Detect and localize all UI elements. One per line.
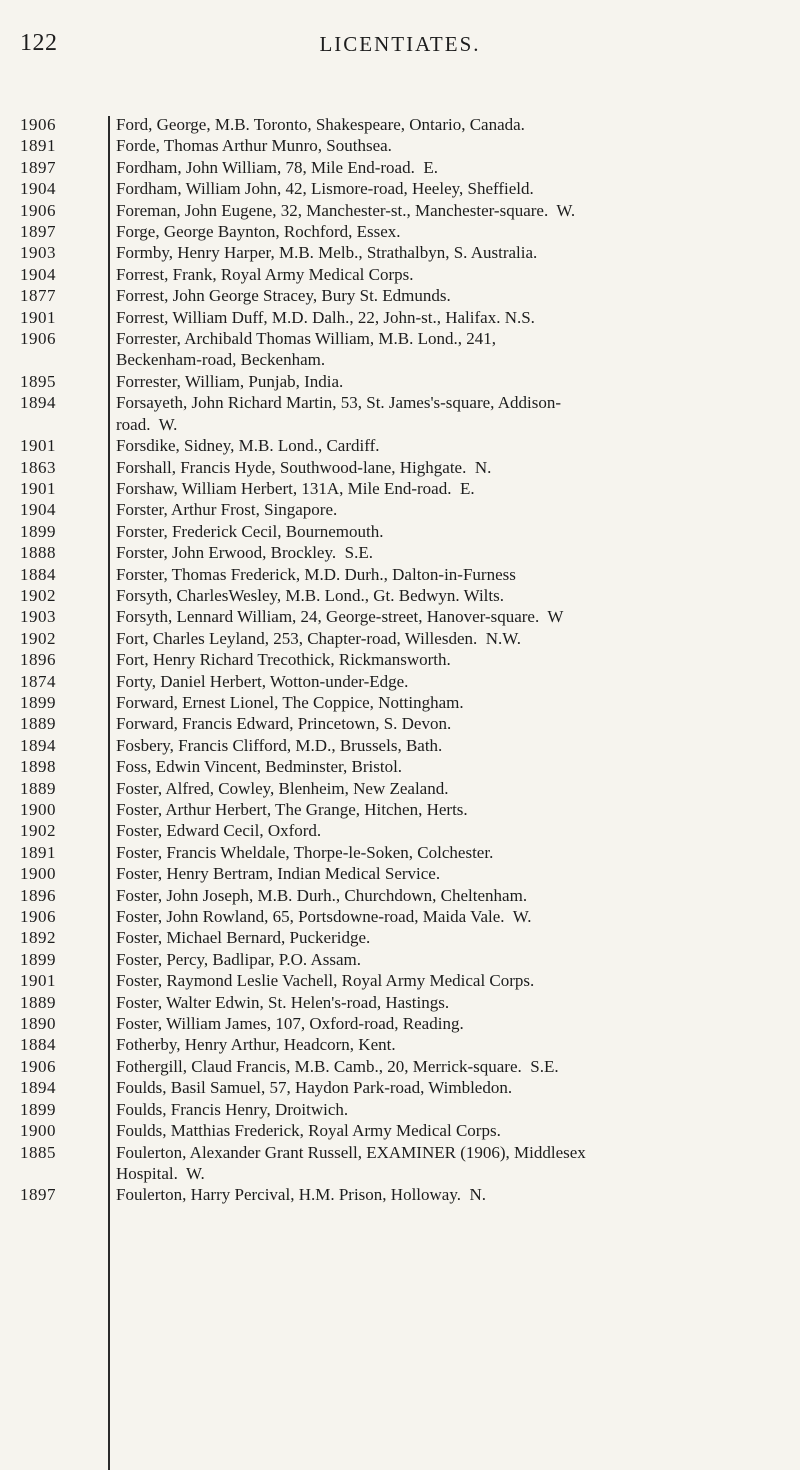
list-item	[0, 135, 800, 156]
entry-year: 1897	[20, 157, 56, 177]
entry-year: 1885	[20, 1142, 56, 1162]
list-item	[0, 885, 800, 906]
entry-text: Forster, Frederick Cecil, Bournemouth.	[116, 521, 384, 541]
entry-text: Foss, Edwin Vincent, Bedminster, Bristol.	[116, 757, 403, 777]
list-item	[0, 713, 800, 734]
list-item	[0, 564, 800, 585]
entry-year: 1894	[20, 1078, 56, 1098]
entry-text: Foster, Francis Wheldale, Thorpe-le-Soken, Colchester.	[116, 842, 494, 862]
entry-text: Foulds, Matthias Frederick, Royal Army Medical Corps.	[116, 1121, 501, 1141]
entry-text: Foster, John Rowland, 65, Portsdowne-road, Maida Vale. W.	[116, 907, 532, 927]
entry-text: Foster, Percy, Badlipar, P.O. Assam.	[116, 949, 361, 969]
list-item	[0, 307, 800, 328]
list-item	[0, 949, 800, 970]
entry-text: Foster, Arthur Herbert, The Grange, Hitchen, Herts.	[116, 800, 468, 819]
entry-year: 1901	[20, 307, 56, 327]
entry-text: Formby, Henry Harper, M.B. Melb., Strathalbyn, S. Australia.	[116, 243, 538, 263]
entry-text: Forsdike, Sidney, M.B. Lond., Cardiff.	[116, 436, 380, 456]
entry-text: Forshaw, William Herbert, 131A, Mile End-road. E.	[116, 478, 475, 498]
list-item	[0, 906, 800, 927]
entry-year: 1899	[20, 692, 56, 712]
list-item	[0, 392, 800, 435]
entry-year: 1874	[20, 671, 56, 691]
entry-year: 1891	[20, 842, 56, 862]
list-item	[0, 1099, 800, 1120]
entry-year: 1889	[20, 714, 56, 734]
list-item	[0, 157, 800, 178]
entry-year: 1896	[20, 650, 56, 670]
entry-text: Forrest, Frank, Royal Army Medical Corps.	[116, 264, 414, 284]
page-header	[0, 30, 800, 64]
entry-year: 1894	[20, 393, 56, 413]
entry-text: Fort, Charles Leyland, 253, Chapter-road, Willesden. N.W.	[116, 628, 522, 648]
list-item	[0, 435, 800, 456]
list-item	[0, 457, 800, 478]
entry-text: Forster, John Erwood, Brockley. S.E.	[116, 543, 373, 563]
entry-text: Fordham, William John, 42, Lismore-road, Heeley, Sheffield.	[116, 179, 534, 199]
entry-text: Foster, Henry Bertram, Indian Medical Service.	[116, 864, 441, 884]
entry-year: 1901	[20, 971, 56, 991]
entry-year: 1902	[20, 585, 56, 605]
list-item	[0, 478, 800, 499]
entry-text: Foster, John Joseph, M.B. Durh., Churchdown, Cheltenham.	[116, 885, 528, 905]
entry-year: 1906	[20, 200, 56, 220]
entry-text: Forster, Arthur Frost, Singapore.	[116, 500, 338, 520]
entry-text: Forsyth, Lennard William, 24, George-street, Hanover-square. W	[116, 607, 564, 627]
entry-text: Forrester, Archibald Thomas William, M.B. Lond., 241, Beckenham-road, Beckenham.	[116, 329, 496, 370]
entry-year: 1902	[20, 628, 56, 648]
list-item	[0, 1056, 800, 1077]
entry-year: 1899	[20, 521, 56, 541]
entry-year: 1904	[20, 264, 56, 284]
entry-year: 1906	[20, 1056, 56, 1076]
entry-text: Foster, Raymond Leslie Vachell, Royal Army Medical Corps.	[116, 971, 535, 991]
entry-text: Foster, William James, 107, Oxford-road, Reading.	[116, 1014, 464, 1034]
list-item	[0, 1120, 800, 1141]
entry-year: 1900	[20, 800, 56, 819]
list-item	[0, 1142, 800, 1185]
list-item	[0, 820, 800, 841]
list-item	[0, 371, 800, 392]
list-item	[0, 328, 800, 371]
entry-year: 1890	[20, 1014, 56, 1034]
entry-text: Foulds, Basil Samuel, 57, Haydon Park-road, Wimbledon.	[116, 1078, 513, 1098]
entry-text: Fort, Henry Richard Trecothick, Rickmansworth.	[116, 650, 451, 670]
list-item	[0, 1034, 800, 1055]
entry-year: 1877	[20, 286, 56, 306]
list-item	[0, 585, 800, 606]
entry-text: Foster, Michael Bernard, Puckeridge.	[116, 928, 371, 948]
entry-text: Forty, Daniel Herbert, Wotton-under-Edge.	[116, 671, 409, 691]
entry-year: 1899	[20, 1099, 56, 1119]
entry-text: Foulerton, Harry Percival, H.M. Prison, Holloway. N.	[116, 1185, 487, 1205]
list-item	[0, 178, 800, 199]
entry-year: 1906	[20, 329, 56, 349]
entry-year: 1904	[20, 179, 56, 199]
entry-year: 1897	[20, 1185, 56, 1205]
entry-year: 1889	[20, 778, 56, 798]
entry-year: 1884	[20, 564, 56, 584]
page-number: 122	[20, 30, 58, 56]
entry-text: Foulds, Francis Henry, Droitwich.	[116, 1099, 349, 1119]
entry-year: 1895	[20, 371, 56, 391]
list-item	[0, 778, 800, 799]
entry-year: 1863	[20, 457, 56, 477]
list-item	[0, 992, 800, 1013]
entry-text: Forrest, William Duff, M.D. Dalh., 22, John-st., Halifax. N.S.	[116, 307, 535, 327]
entry-text: Fothergill, Claud Francis, M.B. Camb., 20, Merrick-square. S.E.	[116, 1056, 559, 1076]
entry-year: 1889	[20, 992, 56, 1012]
entry-year: 1891	[20, 136, 56, 156]
entry-year: 1899	[20, 949, 56, 969]
entry-year: 1901	[20, 436, 56, 456]
entry-text: Forward, Francis Edward, Princetown, S. Devon.	[116, 714, 452, 734]
entry-text: Forsyth, CharlesWesley, M.B. Lond., Gt. Bedwyn. Wilts.	[116, 585, 504, 605]
entry-text: Forward, Ernest Lionel, The Coppice, Nottingham.	[116, 692, 464, 712]
entry-year: 1904	[20, 500, 56, 520]
running-head: LICENTIATES.	[319, 32, 481, 56]
list-item	[0, 521, 800, 542]
list-item	[0, 970, 800, 991]
entry-text: Foreman, John Eugene, 32, Manchester-st., Manchester-square. W.	[116, 200, 576, 220]
entry-year: 1906	[20, 115, 56, 134]
entry-year: 1894	[20, 735, 56, 755]
entry-text: Fosbery, Francis Clifford, M.D., Brussels, Bath.	[116, 735, 443, 755]
list-item	[0, 242, 800, 263]
list-item	[0, 628, 800, 649]
entry-text: Forshall, Francis Hyde, Southwood-lane, Highgate. N.	[116, 457, 492, 477]
list-item	[0, 735, 800, 756]
entry-year: 1901	[20, 478, 56, 498]
entry-year: 1892	[20, 928, 56, 948]
entry-text: Fotherby, Henry Arthur, Headcorn, Kent.	[116, 1035, 396, 1055]
entry-year: 1896	[20, 885, 56, 905]
entry-text: Forrester, William, Punjab, India.	[116, 371, 344, 391]
entry-text: Ford, George, M.B. Toronto, Shakespeare, Ontario, Canada.	[116, 115, 525, 134]
entry-text: Forsayeth, John Richard Martin, 53, St. James's-square, Addison- road. W.	[116, 393, 562, 434]
entry-year: 1903	[20, 607, 56, 627]
entry-year: 1898	[20, 757, 56, 777]
list-item	[0, 542, 800, 563]
entry-text: Fordham, John William, 78, Mile End-road. E.	[116, 157, 438, 177]
list-item	[0, 756, 800, 777]
list-item	[0, 842, 800, 863]
entry-text: Foster, Walter Edwin, St. Helen's-road, Hastings.	[116, 992, 450, 1012]
entry-year: 1884	[20, 1035, 56, 1055]
entry-year: 1902	[20, 821, 56, 841]
list-item	[0, 1013, 800, 1034]
list-item	[0, 863, 800, 884]
entry-year: 1888	[20, 543, 56, 563]
entry-year: 1906	[20, 907, 56, 927]
entry-text: Forde, Thomas Arthur Munro, Southsea.	[116, 136, 392, 156]
entry-text: Forge, George Baynton, Rochford, Essex.	[116, 222, 401, 242]
entry-year: 1900	[20, 864, 56, 884]
entry-text: Foster, Alfred, Cowley, Blenheim, New Zealand.	[116, 778, 449, 798]
list-item	[0, 799, 800, 820]
list-item	[0, 649, 800, 670]
entry-year: 1903	[20, 243, 56, 263]
entry-text: Forster, Thomas Frederick, M.D. Durh., Dalton-in-Furness	[116, 564, 516, 584]
list-item	[0, 221, 800, 242]
licentiate-list	[0, 114, 800, 1206]
entry-text: Foster, Edward Cecil, Oxford.	[116, 821, 322, 841]
entry-year: 1897	[20, 222, 56, 242]
list-item	[0, 606, 800, 627]
list-item	[0, 264, 800, 285]
list-item	[0, 285, 800, 306]
entry-year: 1900	[20, 1121, 56, 1141]
list-item	[0, 671, 800, 692]
list-item	[0, 927, 800, 948]
list-item	[0, 1077, 800, 1098]
list-item	[0, 200, 800, 221]
entry-text: Foulerton, Alexander Grant Russell, EXAMINER (1906), Middlesex Hospital. W.	[116, 1142, 586, 1183]
list-item	[0, 1184, 800, 1205]
entry-text: Forrest, John George Stracey, Bury St. Edmunds.	[116, 286, 451, 306]
list-item	[0, 692, 800, 713]
list-item	[0, 499, 800, 520]
list-item	[0, 114, 800, 135]
